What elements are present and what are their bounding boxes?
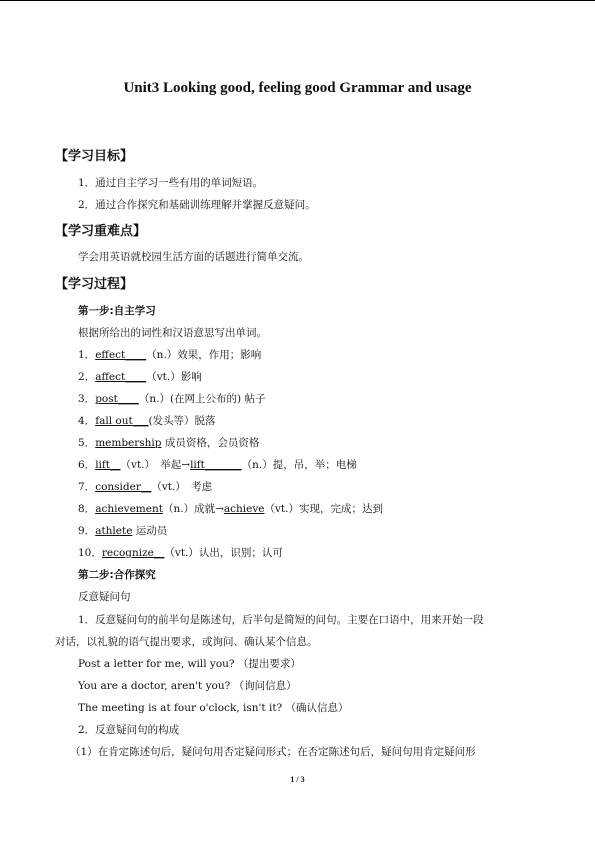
vocab-number: 5． <box>78 437 96 449</box>
example-3-zh: （确认信息） <box>285 702 349 714</box>
vocab-answer: recognize <box>101 547 154 559</box>
step1-heading: 第一步:自主学习 <box>78 305 156 317</box>
page-number: 1 / 3 <box>290 775 305 784</box>
vocab-number: 6． <box>78 459 96 471</box>
example-1-en: Post a letter for me, will you? <box>78 658 235 670</box>
point1-line1: 1．反意疑问句的前半句是陈述句，后半句是简短的问句。主要在口语中，用来开始一段 <box>78 614 484 626</box>
objective-1: 1．通过自主学习一些有用的单词短语。 <box>78 177 264 189</box>
vocab-item <box>78 502 383 516</box>
vocab-number: 2． <box>78 371 96 383</box>
vocab-number: 4． <box>78 415 96 427</box>
vocab-answer: achievement <box>95 503 163 515</box>
example-3 <box>78 701 349 715</box>
vocab-blank: ____ <box>125 371 147 383</box>
vocab-answer: lift <box>95 459 111 471</box>
section-heading-process: 【学习过程】 <box>55 277 134 292</box>
vocab-blank: __ <box>140 481 152 493</box>
vocab-blank: ____ <box>125 349 147 361</box>
objective-2: 2．通过合作探究和基础训练理解并掌握反意疑问。 <box>78 199 316 211</box>
vocab-answer: fall out <box>95 415 133 427</box>
vocab-meaning: （vt.） 举起→ <box>120 459 191 471</box>
vocab-number: 9． <box>78 525 96 537</box>
point2-rule1: （1）在肯定陈述句后，疑问句用否定疑问形式；在否定陈述句后，疑问句用肯定疑问形 <box>70 746 476 758</box>
vocab-number: 8． <box>78 503 96 515</box>
keypoint-text: 学会用英语就校园生活方面的话题进行简单交流。 <box>78 251 309 263</box>
document-title: Unit3 Looking good, feeling good Grammar and usage <box>123 80 472 96</box>
point1-line2: 对话，以礼貌的语气提出要求，或询问、确认某个信息。 <box>55 636 318 648</box>
vocab-meaning: （vt.）认出，识别；认可 <box>164 547 283 559</box>
vocab-number: 10． <box>78 547 102 559</box>
example-1 <box>78 657 301 671</box>
vocab-answer: effect <box>95 349 126 361</box>
vocab-item <box>78 370 202 384</box>
step2-heading: 第二步:合作探究 <box>78 569 156 581</box>
vocab-meaning: (发头等）脱落 <box>148 415 216 427</box>
vocab-meaning: （n.）效果，作用；影响 <box>146 349 262 361</box>
vocab-meaning-2: （vt.）实现，完成；达到 <box>264 503 383 515</box>
vocab-item <box>78 348 261 362</box>
example-1-zh: （提出要求） <box>237 658 301 670</box>
vocab-number: 1． <box>78 349 96 361</box>
vocab-answer-2: achieve <box>223 503 265 515</box>
vocab-number: 3． <box>78 393 96 405</box>
vocab-meaning: 成员资格，会员资格 <box>161 437 260 449</box>
top-rule <box>0 0 595 1</box>
vocab-blank: ___ <box>132 415 149 427</box>
vocab-item <box>78 480 212 494</box>
vocab-meaning: （n.）(在网上公布的) 帖子 <box>138 393 266 405</box>
vocab-blank: ____ <box>117 393 139 405</box>
vocab-answer: membership <box>95 437 162 449</box>
example-2-zh: （询问信息） <box>233 680 297 692</box>
vocab-item <box>78 458 357 472</box>
step2-subtitle: 反意疑问句 <box>78 591 131 603</box>
vocab-answer: athlete <box>95 525 133 537</box>
vocab-meaning: 运动员 <box>132 525 168 537</box>
vocab-answer: consider <box>95 481 141 493</box>
vocab-meaning: （vt.）影响 <box>146 371 202 383</box>
step1-instruction: 根据所给出的词性和汉语意思写出单词。 <box>78 327 267 339</box>
section-heading-keypoints: 【学习重难点】 <box>55 224 147 239</box>
vocab-blank-2: _______ <box>204 459 242 471</box>
example-3-en: The meeting is at four o'clock, isn't it? <box>78 702 283 714</box>
example-2-en: You are a doctor, aren't you? <box>78 680 231 692</box>
vocab-blank: __ <box>110 459 121 471</box>
vocab-meaning-2: （n.）提，吊，举；电梯 <box>241 459 357 471</box>
vocab-answer: affect <box>95 371 126 383</box>
example-2 <box>78 679 297 693</box>
vocab-item <box>78 436 259 450</box>
vocab-meaning: （n.）成就→ <box>162 503 224 515</box>
vocab-item <box>78 546 283 560</box>
vocab-answer-2: lift <box>190 459 205 471</box>
vocab-item <box>78 414 216 428</box>
vocab-blank: __ <box>153 547 165 559</box>
vocab-item <box>78 392 265 406</box>
vocab-item <box>78 524 167 538</box>
vocab-answer: post <box>95 393 118 405</box>
section-heading-objectives: 【学习目标】 <box>55 149 134 164</box>
point2-heading: 2．反意疑问句的构成 <box>78 724 180 736</box>
vocab-number: 7． <box>78 481 96 493</box>
vocab-meaning: （vt.） 考虑 <box>151 481 213 493</box>
